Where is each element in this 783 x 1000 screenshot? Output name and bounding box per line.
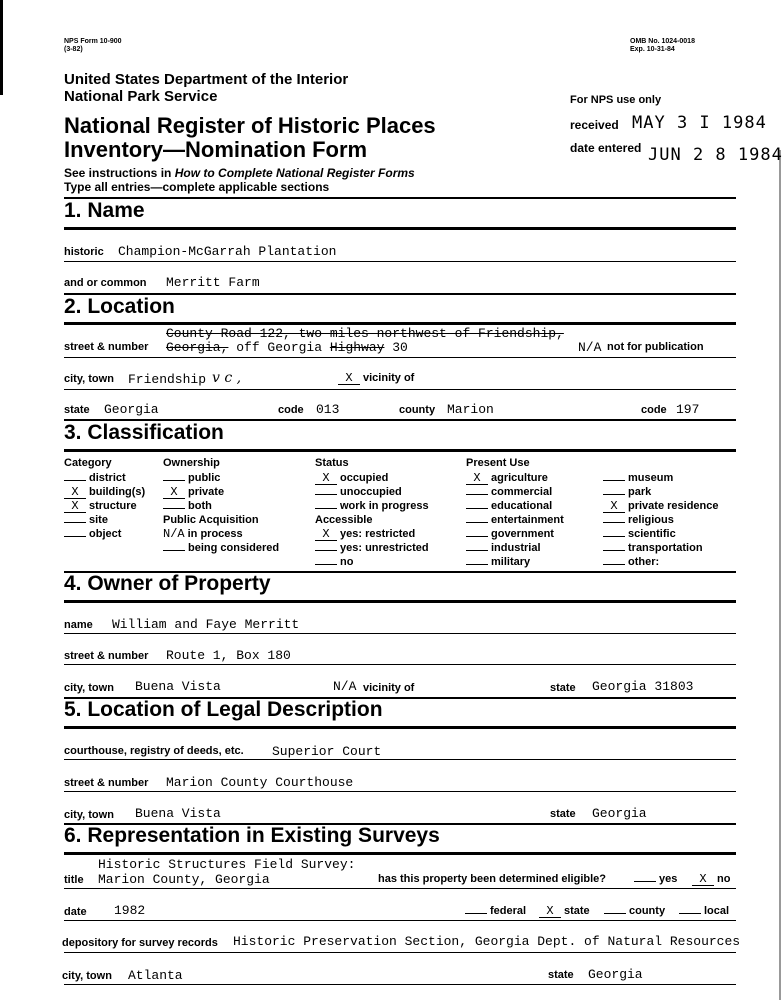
survey-title-label: title — [64, 874, 84, 886]
courthouse-value: Superior Court — [272, 744, 382, 759]
category-structure: X structure — [64, 499, 145, 513]
common-label: and or common — [64, 277, 147, 289]
section-2-title: 2. Location — [64, 295, 175, 318]
eligible-yes: yes — [634, 873, 677, 885]
legal-street-value: Marion County Courthouse — [166, 775, 354, 790]
category-district: district — [64, 471, 145, 485]
status-occupied: X occupied — [315, 471, 429, 485]
department: United States Department of the Interior — [64, 71, 349, 88]
category-head: Category — [64, 457, 112, 469]
eligible-no: X no — [692, 873, 730, 886]
form-title-1: National Register of Historic Places — [64, 113, 436, 138]
ownership-list — [163, 471, 279, 555]
vicinity-checkbox: X vicinity of — [338, 372, 414, 385]
depository-city-label: city, town — [62, 970, 112, 982]
legal-street-label: street & number — [64, 777, 149, 789]
owner-state-value: Georgia 31803 — [592, 679, 694, 694]
rule — [64, 197, 736, 199]
date-entered-stamp: JUN 2 8 1984 — [648, 145, 783, 165]
ownership-public: public — [163, 471, 279, 485]
use-transportation: transportation — [603, 541, 719, 555]
present-use-list-1 — [466, 471, 564, 569]
owner-vicinity-value: N/A — [333, 679, 357, 694]
code-value: 013 — [316, 402, 340, 417]
legal-city-label: city, town — [64, 809, 114, 821]
acquisition-considered: being considered — [163, 541, 279, 555]
status-work: work in progress — [315, 499, 429, 513]
accessible-restricted: X yes: restricted — [315, 527, 429, 541]
historic-value: Champion-McGarrah Plantation — [118, 244, 337, 259]
depository-label: depository for survey records — [62, 937, 218, 949]
owner-name-value: William and Faye Merritt — [112, 617, 300, 632]
owner-street-value: Route 1, Box 180 — [166, 648, 291, 663]
owner-vicinity-label: vicinity of — [363, 682, 415, 694]
use-government: government — [466, 527, 564, 541]
code2-label: code — [641, 404, 667, 416]
survey-title-1: Historic Structures Field Survey: — [98, 857, 356, 872]
code-label: code — [278, 404, 304, 416]
form-title-2: Inventory—Nomination Form — [64, 137, 368, 162]
use-industrial: industrial — [466, 541, 564, 555]
scan-edge-right — [779, 150, 781, 1000]
owner-street-label: street & number — [64, 650, 149, 662]
accessible-unrestricted: yes: unrestricted — [315, 541, 429, 555]
code2-value: 197 — [676, 402, 700, 417]
status-unoccupied: unoccupied — [315, 485, 429, 499]
survey-state: X state — [539, 905, 590, 918]
ownership-head: Ownership — [163, 457, 220, 469]
owner-state-label: state — [550, 682, 576, 694]
city-label: city, town — [64, 373, 114, 385]
street-line-2: Georgia, off Georgia Highway 30 — [166, 340, 408, 355]
courthouse-label: courthouse, registry of deeds, etc. — [64, 745, 244, 757]
accessible-head: Accessible — [315, 514, 373, 526]
expiration: Exp. 10-31-84 — [630, 46, 675, 53]
historic-label: historic — [64, 246, 104, 258]
owner-city-value: Buena Vista — [135, 679, 221, 694]
use-religious: religious — [603, 513, 719, 527]
common-value: Merritt Farm — [166, 275, 260, 290]
date-entered-label: date entered — [570, 141, 642, 155]
present-use-head: Present Use — [466, 457, 530, 469]
nfp-label: not for publication — [607, 341, 704, 353]
category-buildings: X building(s) — [64, 485, 145, 499]
street-label: street & number — [64, 341, 149, 353]
use-agriculture: X agriculture — [466, 471, 564, 485]
survey-date-value: 1982 — [114, 903, 146, 918]
received-label: received — [570, 118, 619, 132]
section-6-title: 6. Representation in Existing Surveys — [64, 824, 440, 847]
city-handwriting: v c , — [212, 370, 242, 386]
form-number-date: (3-82) — [64, 46, 83, 53]
survey-local: local — [679, 905, 729, 917]
use-private-residence: X private residence — [603, 499, 719, 513]
use-military: military — [466, 555, 564, 569]
scan-edge — [0, 0, 3, 95]
acquisition-in-process: N/A in process — [163, 527, 243, 541]
survey-federal: federal — [465, 905, 526, 917]
depository-city-value: Atlanta — [128, 968, 183, 983]
omb-number: OMB No. 1024-0018 — [630, 38, 695, 45]
use-commercial: commercial — [466, 485, 564, 499]
form-number: NPS Form 10-900 — [64, 38, 122, 45]
received-stamp: MAY 3 I 1984 — [632, 113, 767, 133]
rule — [64, 227, 736, 230]
use-educational: educational — [466, 499, 564, 513]
survey-title-2: Marion County, Georgia — [98, 872, 270, 887]
use-other: other: — [603, 555, 719, 569]
use-museum: museum — [603, 471, 719, 485]
depository-state-label: state — [548, 969, 574, 981]
instructions-2: Type all entries—complete applicable sections — [64, 180, 330, 194]
status-head: Status — [315, 457, 349, 469]
category-object: object — [64, 527, 145, 541]
eligible-label: has this property been determined eligible? — [378, 873, 606, 885]
legal-city-value: Buena Vista — [135, 806, 221, 821]
survey-county: county — [604, 905, 665, 917]
use-scientific: scientific — [603, 527, 719, 541]
survey-date-label: date — [64, 906, 87, 918]
county-label: county — [399, 404, 436, 416]
instructions-1: See instructions in How to Complete National Register Forms — [64, 166, 415, 180]
acquisition-head: Public Acquisition — [163, 514, 259, 526]
ownership-private: X private — [163, 485, 279, 499]
use-entertainment: entertainment — [466, 513, 564, 527]
legal-state-value: Georgia — [592, 806, 647, 821]
legal-state-label: state — [550, 808, 576, 820]
state-label: state — [64, 404, 90, 416]
nps-use-label: For NPS use only — [570, 94, 662, 106]
category-list — [64, 471, 145, 541]
use-park: park — [603, 485, 719, 499]
section-1-title: 1. Name — [64, 199, 145, 222]
ownership-both: both — [163, 499, 279, 513]
status-list — [315, 471, 429, 569]
owner-name-label: name — [64, 619, 93, 631]
depository-value: Historic Preservation Section, Georgia Dept. of Natural Resources — [233, 934, 741, 949]
section-4-title: 4. Owner of Property — [64, 572, 271, 595]
depository-state-value: Georgia — [588, 967, 643, 982]
section-5-title: 5. Location of Legal Description — [64, 698, 383, 721]
county-value: Marion — [447, 402, 494, 417]
section-3-title: 3. Classification — [64, 421, 224, 444]
nfp-value: N/A — [578, 340, 602, 355]
state-value: Georgia — [104, 402, 159, 417]
service: National Park Service — [64, 88, 218, 105]
present-use-list-2 — [603, 471, 719, 569]
street-line-1: County Road 122, two miles northwest of Friendship, — [166, 326, 564, 341]
owner-city-label: city, town — [64, 682, 114, 694]
category-site: site — [64, 513, 145, 527]
city-value: Friendship — [128, 372, 207, 387]
accessible-no: no — [315, 555, 429, 569]
